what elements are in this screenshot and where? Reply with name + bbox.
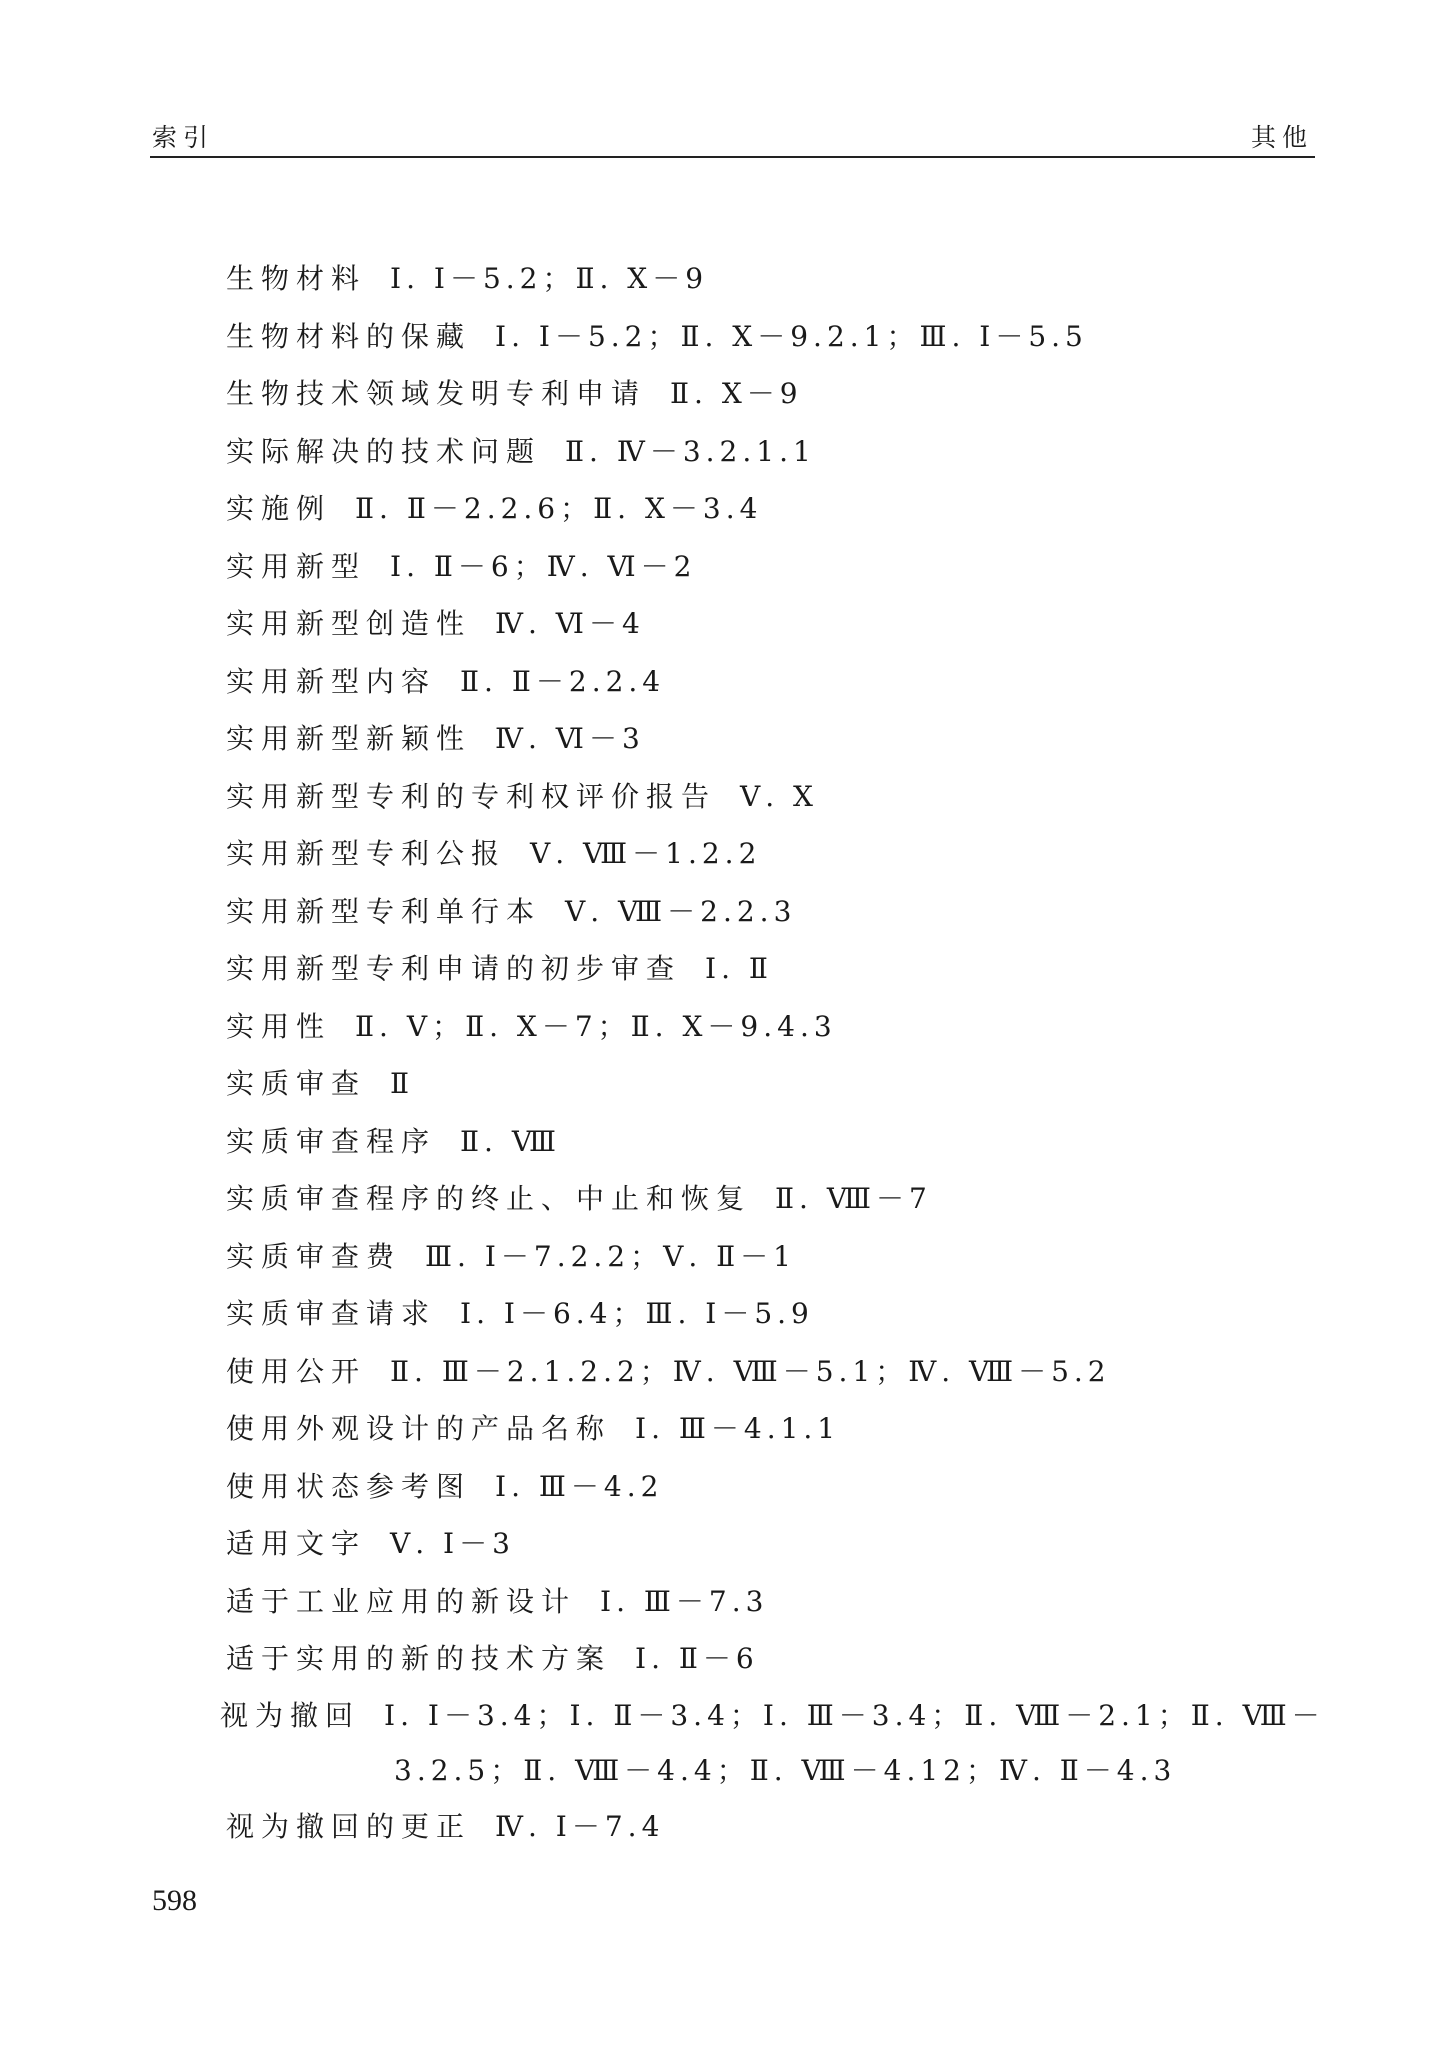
index-reference: Ⅴ. Ⅹ [740, 779, 818, 813]
index-reference: Ⅳ. Ⅵ－4 [495, 607, 645, 640]
index-reference: Ⅴ. Ⅰ－3 [390, 1527, 515, 1560]
index-term: 实施例 [226, 492, 332, 525]
index-reference: Ⅰ. Ⅱ [705, 952, 773, 985]
index-term: 实质审查 [226, 1067, 367, 1100]
index-reference: Ⅱ. Ⅱ－2.2.6；Ⅱ. Ⅹ－3.4 [355, 492, 763, 525]
index-term: 适用文字 [226, 1527, 367, 1560]
header-section-title: 索引 [152, 123, 215, 152]
index-entry [226, 1798, 1326, 1856]
index-reference: Ⅱ. Ⅲ－2.1.2.2；Ⅳ. Ⅷ－5.1；Ⅳ. Ⅷ－5.2 [390, 1354, 1111, 1388]
index-term: 实质审查程序 [226, 1124, 437, 1158]
index-reference: Ⅱ. Ⅴ；Ⅱ. Ⅹ－7；Ⅱ. Ⅹ－9.4.3 [355, 1009, 837, 1043]
index-reference: Ⅱ. Ⅷ [460, 1124, 561, 1158]
index-entry [226, 940, 1326, 998]
index-reference: Ⅱ. Ⅱ－2.2.4 [460, 664, 666, 698]
index-term: 使用外观设计的产品名称 [226, 1412, 612, 1445]
index-entry [226, 998, 1326, 1056]
index-entry [226, 1515, 1326, 1573]
index-entry [226, 538, 1326, 596]
header-category: 其他 [1250, 123, 1313, 152]
index-term: 实用新型专利公报 [226, 837, 507, 870]
index-reference: Ⅰ. Ⅱ－6；Ⅳ. Ⅵ－2 [390, 549, 697, 583]
index-entry [226, 365, 1326, 423]
index-entry [226, 1113, 1326, 1171]
index-reference: Ⅰ. Ⅲ－7.3 [600, 1584, 769, 1618]
index-reference: Ⅰ. Ⅰ－3.4；Ⅰ. Ⅱ－3.4；Ⅰ. Ⅲ－3.4；Ⅱ. Ⅷ－2.1；Ⅱ. Ⅷ－ [384, 1698, 1325, 1732]
index-entry [226, 768, 1326, 826]
index-reference: Ⅰ. Ⅰ－6.4；Ⅲ. Ⅰ－5.9 [460, 1297, 814, 1330]
index-term: 实质审查程序的终止、中止和恢复 [226, 1182, 752, 1215]
index-term: 实用新型专利单行本 [226, 894, 542, 928]
index-term: 实用新型创造性 [226, 607, 472, 640]
index-entry [226, 1285, 1326, 1343]
index-term: 使用状态参考图 [226, 1469, 472, 1503]
index-reference: Ⅰ. Ⅲ－4.2 [495, 1469, 664, 1503]
index-term: 实际解决的技术问题 [226, 434, 542, 468]
index-entry [226, 1170, 1326, 1228]
index-term: 使用公开 [226, 1354, 367, 1388]
index-term: 实用新型专利申请的初步审查 [226, 952, 682, 985]
index-entry [226, 1343, 1326, 1401]
index-term: 实质审查请求 [226, 1297, 437, 1330]
index-term: 实质审查费 [226, 1239, 402, 1273]
index-reference: Ⅲ. Ⅰ－7.2.2；Ⅴ. Ⅱ－1 [425, 1239, 796, 1273]
index-term: 实用新型内容 [226, 664, 437, 698]
index-entry [226, 1573, 1326, 1631]
index-entry [226, 1400, 1326, 1458]
index-term: 适于工业应用的新设计 [226, 1584, 577, 1618]
index-entry [226, 710, 1326, 768]
index-entry [226, 250, 1326, 308]
index-entry [226, 423, 1326, 481]
index-reference-continuation: 3.2.5；Ⅱ. Ⅷ－4.4；Ⅱ. Ⅷ－4.12；Ⅳ. Ⅱ－4.3 [394, 1753, 1177, 1787]
index-term: 生物技术领域发明专利申请 [226, 377, 647, 410]
index-reference: Ⅱ [390, 1067, 415, 1100]
index-reference: Ⅳ. Ⅰ－7.4 [495, 1809, 665, 1843]
index-entry-multiline [220, 1688, 1326, 1798]
index-reference: Ⅰ. Ⅰ－5.2；Ⅱ. Ⅹ－9 [390, 262, 709, 295]
index-entry [226, 883, 1326, 941]
index-entry [226, 1228, 1326, 1286]
index-entry [226, 1458, 1326, 1516]
index-entry [226, 653, 1326, 711]
index-reference: Ⅰ. Ⅰ－5.2；Ⅱ. Ⅹ－9.2.1；Ⅲ. Ⅰ－5.5 [495, 319, 1088, 353]
index-reference: Ⅱ. Ⅹ－9 [670, 377, 803, 410]
index-term: 实用新型 [226, 549, 367, 583]
running-header [150, 118, 1315, 158]
index-term: 生物材料的保藏 [226, 319, 472, 353]
index-entry [226, 308, 1326, 366]
index-reference: Ⅳ. Ⅵ－3 [495, 722, 645, 755]
index-entry [226, 595, 1326, 653]
index-reference: Ⅴ. Ⅷ－2.2.3 [565, 894, 797, 928]
index-term: 生物材料 [226, 262, 367, 295]
page-number: 598 [152, 1884, 197, 1917]
index-entry [226, 480, 1326, 538]
index-reference: Ⅱ. Ⅷ－7 [775, 1182, 932, 1215]
index-term: 实用新型新颖性 [226, 722, 472, 755]
index-entry [226, 1630, 1326, 1688]
index-entry [226, 1055, 1326, 1113]
index-term: 视为撤回 [220, 1698, 361, 1732]
index-entry-list [220, 250, 1326, 1855]
index-reference: Ⅱ. Ⅳ－3.2.1.1 [565, 434, 816, 468]
index-reference: Ⅰ. Ⅲ－4.1.1 [635, 1412, 841, 1445]
index-reference: Ⅴ. Ⅷ－1.2.2 [530, 837, 762, 870]
index-term: 实用性 [226, 1009, 332, 1043]
index-term: 实用新型专利的专利权评价报告 [226, 779, 717, 813]
index-reference: Ⅰ. Ⅱ－6 [635, 1642, 759, 1675]
index-term: 视为撤回的更正 [226, 1809, 472, 1843]
index-term: 适于实用的新的技术方案 [226, 1642, 612, 1675]
index-entry [226, 825, 1326, 883]
